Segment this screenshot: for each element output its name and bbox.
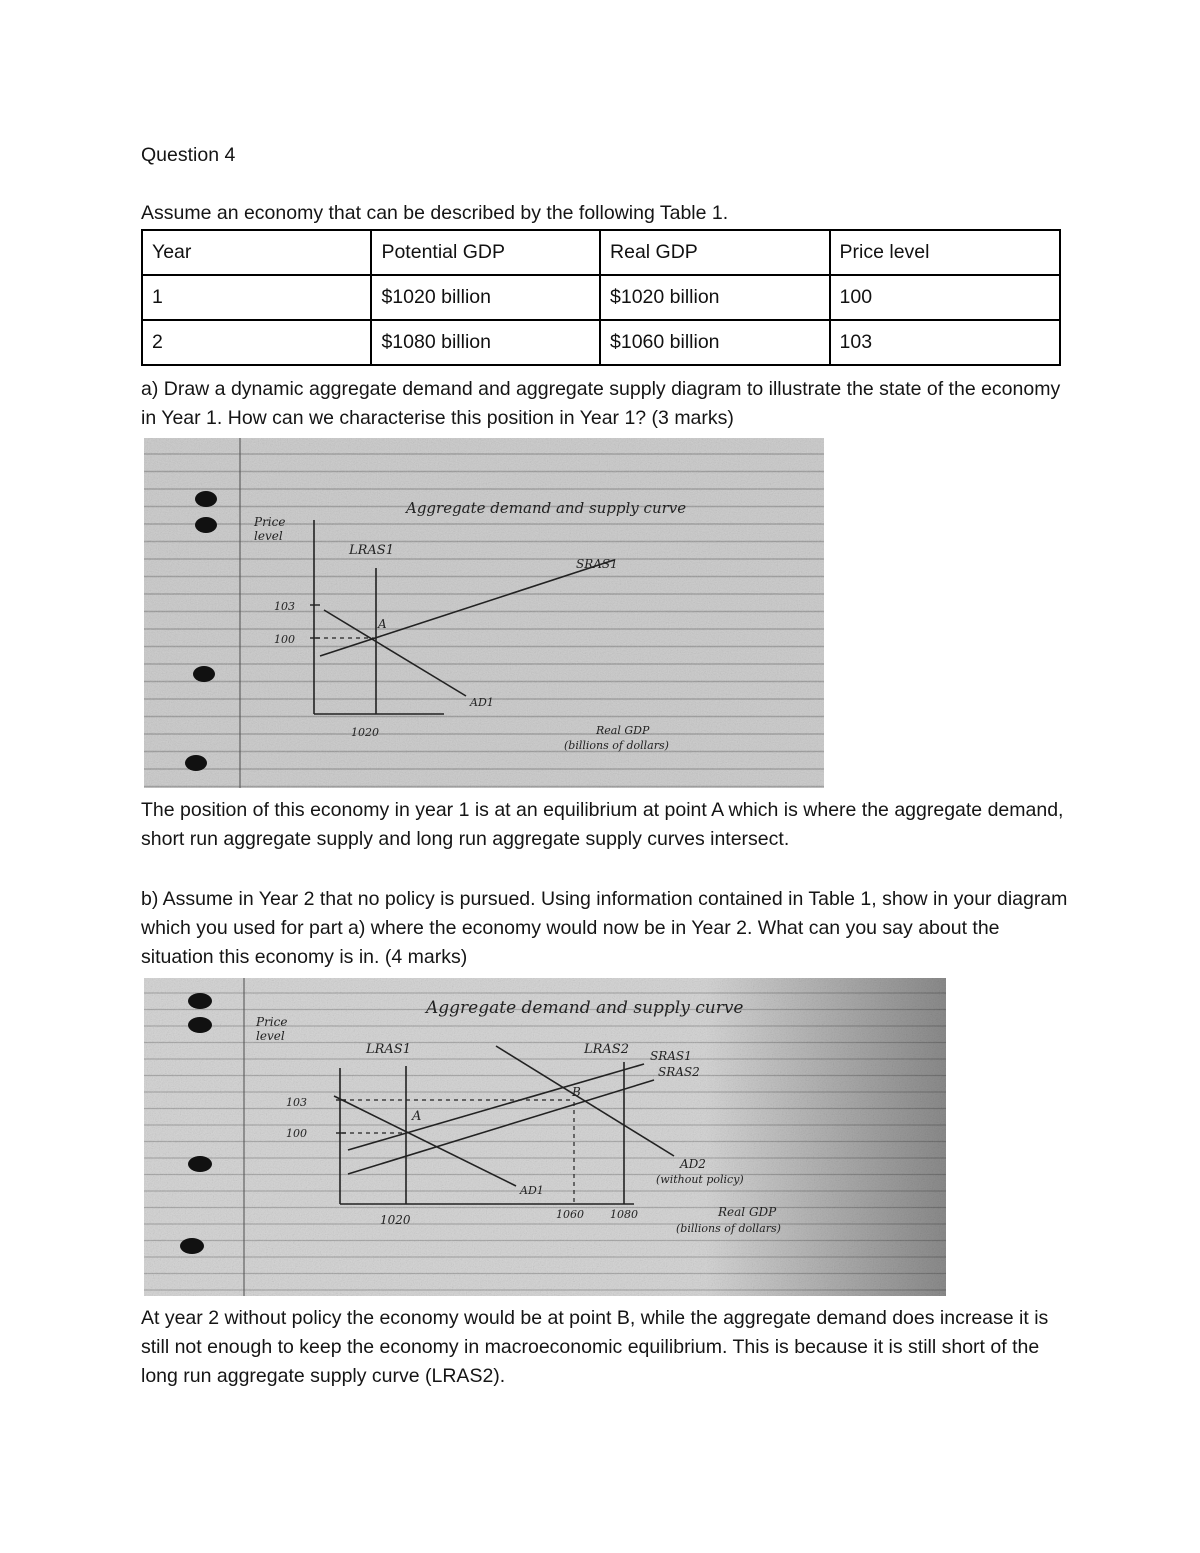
table-header-cell: Price level — [830, 230, 1060, 275]
table-cell: $1020 billion — [371, 275, 600, 320]
table-cell: 1 — [142, 275, 371, 320]
tick-label-1080: 1080 — [610, 1208, 638, 1221]
binder-hole — [195, 491, 217, 507]
answer-b-text: At year 2 without policy the economy would be at point B, while the aggregate demand does increase it is still not enough to keep the economy in macroeconomic equilibrium. This is because it is still short of the long run aggregate supply curve (LRAS2). — [141, 1307, 1049, 1387]
y-axis-label: level — [256, 1029, 285, 1043]
part-b-question: b) Assume in Year 2 that no policy is pursued. Using information contained in Table 1, show in your diagram which you used for part a) where the economy would now be in Year 2. What can you say about the situation this economy is in. (4 marks) — [141, 888, 1068, 968]
table-row — [142, 275, 1060, 320]
answer-a-text: The position of this economy in year 1 is at an equilibrium at point A which is where the aggregate demand, short run aggregate supply and long run aggregate supply curves intersect. — [141, 799, 1064, 850]
table-cell: $1080 billion — [371, 320, 600, 365]
x-axis-label: (billions of dollars) — [564, 739, 669, 752]
ad1-label: AD1 — [520, 1184, 544, 1197]
table-header-cell: Year — [142, 230, 371, 275]
y-axis-label: Price — [254, 515, 286, 529]
sras-label: SRAS1 — [576, 557, 618, 571]
diagram-2-svg — [144, 978, 946, 1296]
table-header-cell: Real GDP — [600, 230, 830, 275]
ad-label: AD1 — [470, 696, 494, 709]
intro-text: Assume an economy that can be described by the following Table 1. — [141, 202, 729, 224]
part-a-question: a) Draw a dynamic aggregate demand and aggregate supply diagram to illustrate the state of the economy in Year 1. How can we characterise this position in Year 1? (3 marks) — [141, 378, 1061, 429]
table-header-cell: Potential GDP — [371, 230, 600, 275]
binder-hole — [195, 517, 217, 533]
diagram-title: Aggregate demand and supply curve — [406, 499, 687, 517]
table-row — [142, 320, 1060, 365]
sras1-label: SRAS1 — [650, 1049, 692, 1063]
x-axis-label: (billions of dollars) — [676, 1222, 781, 1235]
tick-label-100: 100 — [286, 1127, 307, 1140]
table-cell: $1060 billion — [600, 320, 830, 365]
table-cell: 103 — [830, 320, 1060, 365]
y-axis-label: level — [254, 529, 283, 543]
point-b-label: B — [572, 1085, 581, 1099]
diagram-1-photo — [144, 438, 824, 788]
point-a-label: A — [412, 1109, 422, 1124]
binder-hole — [185, 755, 207, 771]
diagram-title: Aggregate demand and supply curve — [426, 998, 744, 1018]
ad2-note: (without policy) — [656, 1173, 744, 1186]
lras-label: LRAS1 — [349, 543, 394, 558]
lras1-label: LRAS1 — [366, 1042, 411, 1057]
tick-label-1020: 1020 — [351, 726, 379, 739]
tick-label-1020: 1020 — [380, 1213, 411, 1227]
sras2-label: SRAS2 — [658, 1065, 700, 1079]
question-title: Question 4 — [141, 144, 236, 166]
tick-label-103: 103 — [286, 1096, 307, 1109]
y-axis-label: Price — [256, 1015, 288, 1029]
data-table — [141, 229, 1061, 366]
lras2-label: LRAS2 — [584, 1042, 629, 1057]
x-axis-label: Real GDP — [596, 724, 650, 737]
diagram-1-svg — [144, 438, 824, 788]
x-axis-label: Real GDP — [718, 1205, 777, 1219]
binder-hole — [188, 993, 212, 1009]
tick-label-100: 100 — [274, 633, 295, 646]
paper-grain — [144, 438, 824, 788]
table-cell: $1020 billion — [600, 275, 830, 320]
table-header-row — [142, 230, 1060, 275]
binder-hole — [193, 666, 215, 682]
table-cell: 100 — [830, 275, 1060, 320]
tick-label-1060: 1060 — [556, 1208, 584, 1221]
diagram-2-photo — [144, 978, 946, 1296]
table-cell: 2 — [142, 320, 371, 365]
tick-label-103: 103 — [274, 600, 295, 613]
binder-hole — [188, 1017, 212, 1033]
point-a-label: A — [378, 617, 387, 631]
ad2-label: AD2 — [680, 1157, 706, 1171]
binder-hole — [180, 1238, 204, 1254]
binder-hole — [188, 1156, 212, 1172]
